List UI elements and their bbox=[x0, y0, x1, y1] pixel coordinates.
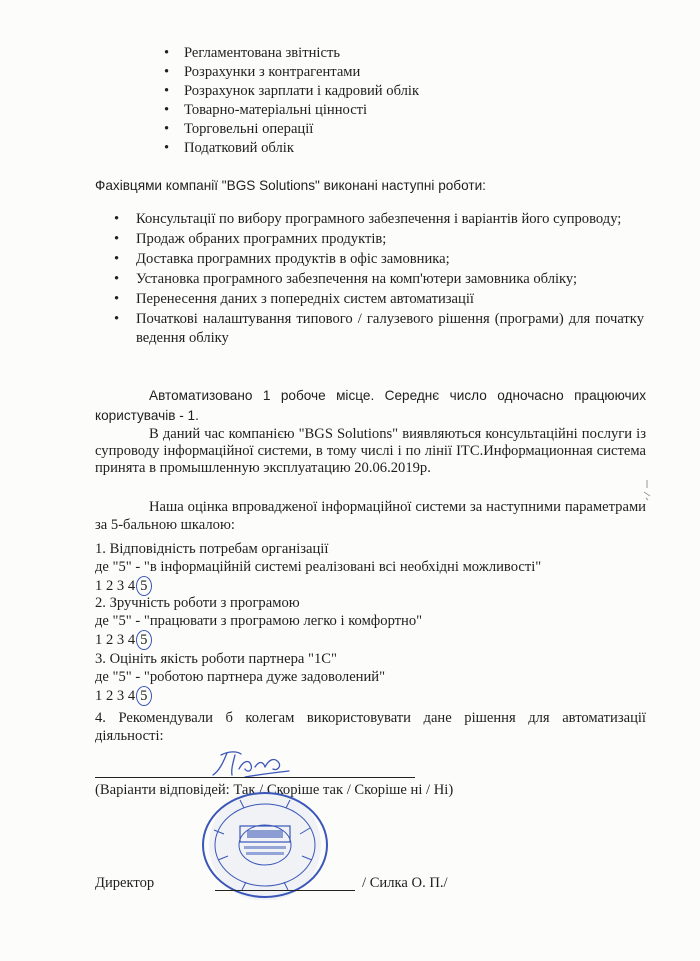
signatory-title: Директор bbox=[95, 875, 155, 891]
question-hint: де "5" - "в інформаційній системі реалізовані всі необхідні можливості" bbox=[95, 559, 542, 575]
question-title: 2. Зручність роботи з програмою bbox=[95, 595, 300, 611]
list-item: • Початкові налаштування типового / галузевого рішення (програми) для початку ведення обліку bbox=[114, 310, 644, 348]
scale-options: 1 2 3 4 bbox=[95, 578, 136, 594]
signature-line bbox=[95, 777, 415, 778]
works-list bbox=[114, 210, 644, 349]
rating-scale bbox=[95, 576, 541, 596]
question-2 bbox=[95, 594, 422, 650]
question-1 bbox=[95, 540, 541, 596]
automation-paragraph: Автоматизовано 1 робоче місце. Середнє число одночасно працюючих користувачів - 1. bbox=[95, 388, 646, 423]
list-item: • Регламентована звітність bbox=[164, 44, 604, 63]
list-item: • Податковий облік bbox=[164, 139, 604, 158]
selected-rating: 5 bbox=[136, 686, 152, 706]
margin-mark-icon bbox=[640, 478, 654, 502]
list-item: • Розрахунки з контрагентами bbox=[164, 63, 604, 82]
selected-rating: 5 bbox=[136, 630, 152, 650]
answer-options: (Варіанти відповідей: Так / Скоріше так / Скоріше ні / Ні) bbox=[95, 782, 454, 798]
signatory-name: / Силка О. П./ bbox=[362, 875, 448, 891]
list-item: • Консультації по вибору програмного забезпечення і варіантів його супроводу; bbox=[114, 210, 644, 229]
evaluation-intro: Наша оцінка впровадженої інформаційної системи за наступними параметрами за 5-бальною шкалою: bbox=[95, 499, 646, 533]
accounting-sections-list bbox=[164, 44, 604, 158]
company-stamp-icon bbox=[200, 790, 330, 900]
recommendation-question: 4. Рекомендували б колегам використовувати дане рішення для автоматизації діяльності: bbox=[95, 710, 646, 744]
question-title: 1. Відповідність потребам організації bbox=[95, 541, 329, 557]
question-hint: де "5" - "роботою партнера дуже задоволений" bbox=[95, 669, 386, 685]
current-support-paragraph: В даний час компанією "BGS Solutions" виявляються консультаційні послуги із супроводу інформаційної системи, в тому числі і по лінії ІТС.Информационная система принята в промышленную эксплуатацию 20.06.2019р. bbox=[95, 426, 646, 476]
scale-options: 1 2 3 4 bbox=[95, 688, 136, 704]
list-item: • Установка програмного забезпечення на комп'ютери замовника обліку; bbox=[114, 270, 644, 289]
question-hint: де "5" - "працювати з програмою легко і комфортно" bbox=[95, 613, 423, 629]
list-item: • Перенесення даних з попередніх систем автоматизації bbox=[114, 290, 644, 309]
list-item: • Розрахунок зарплати і кадровий облік bbox=[164, 82, 604, 101]
list-item: • Доставка програмних продуктів в офіс замовника; bbox=[114, 250, 644, 269]
selected-rating: 5 bbox=[136, 576, 152, 596]
scale-options: 1 2 3 4 bbox=[95, 632, 136, 648]
works-intro: Фахівцями компанії "BGS Solutions" виконані наступні роботи: bbox=[95, 178, 486, 193]
question-title: 3. Оцініть якість роботи партнера "1С" bbox=[95, 651, 337, 667]
list-item: • Продаж обраних програмних продуктів; bbox=[114, 230, 644, 249]
rating-scale bbox=[95, 630, 422, 650]
list-item: • Торговельні операції bbox=[164, 120, 604, 139]
question-3 bbox=[95, 650, 385, 706]
list-item: • Товарно-матеріальні цінності bbox=[164, 101, 604, 120]
director-signature-line bbox=[215, 890, 355, 891]
rating-scale bbox=[95, 686, 385, 706]
